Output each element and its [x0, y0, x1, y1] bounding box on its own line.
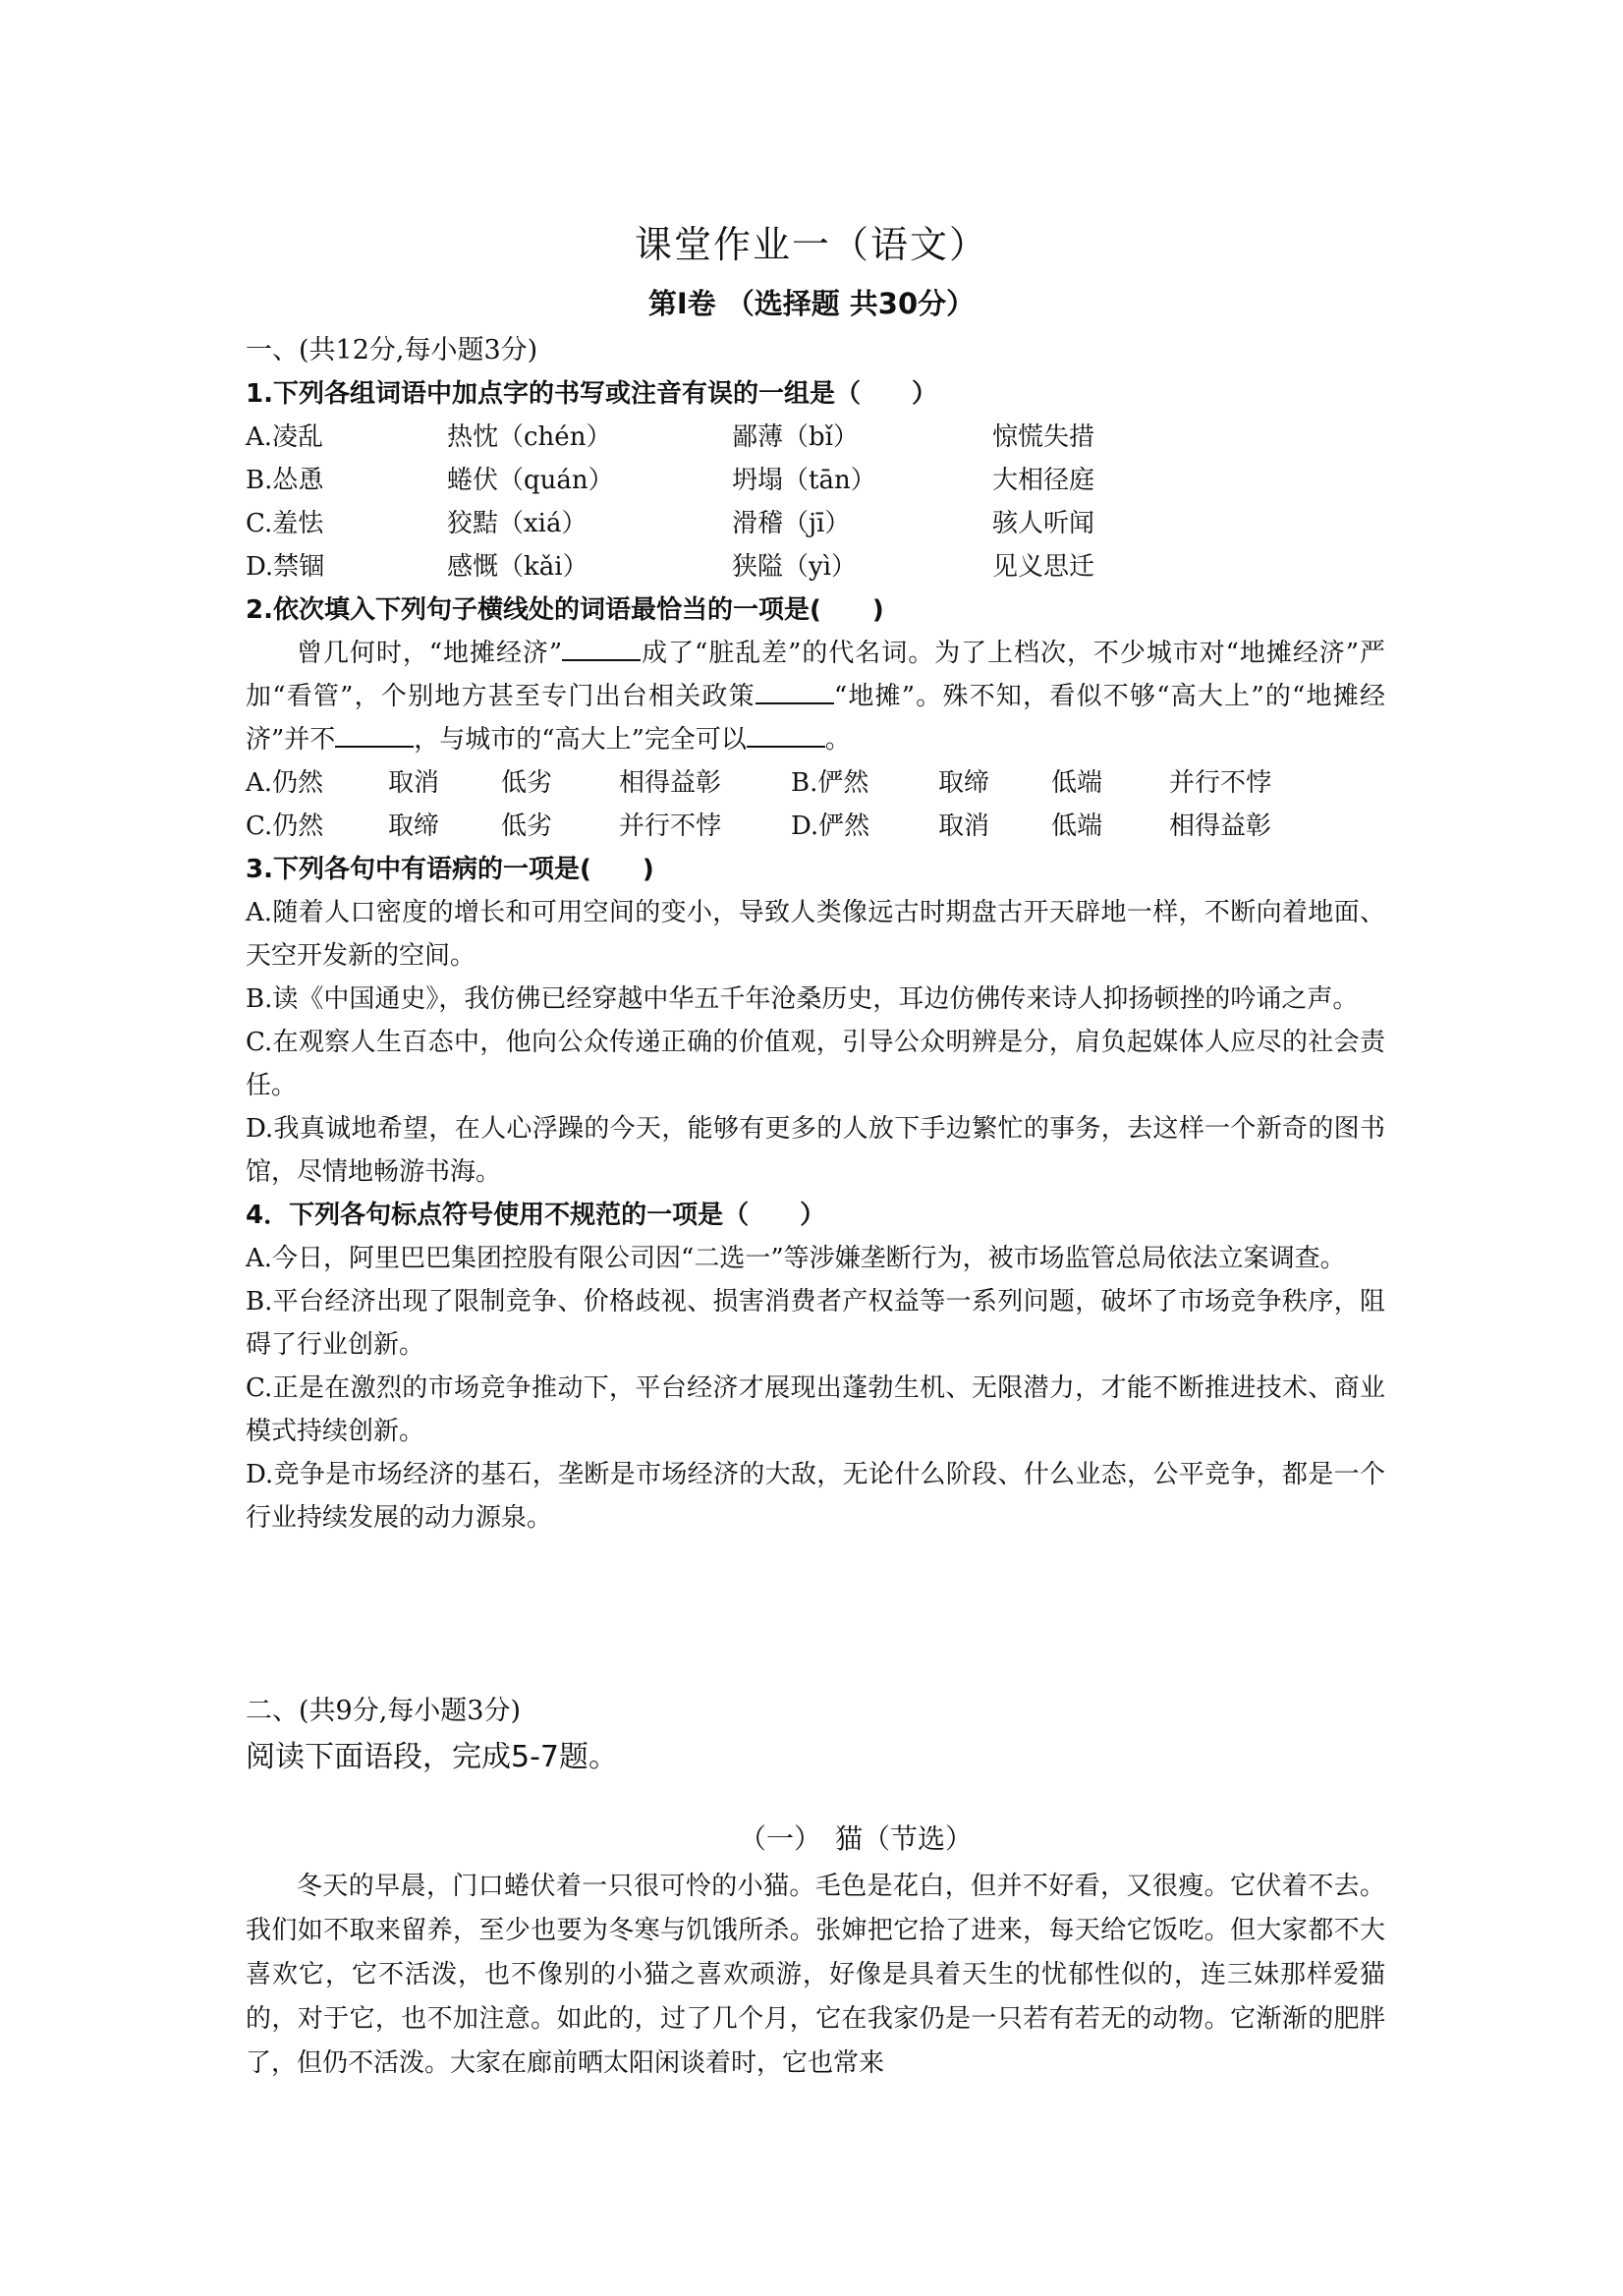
q2-option-d-2: 取消: [938, 812, 990, 841]
q1-option-b-word4: 大相径庭: [992, 466, 1095, 495]
q2-option-c-1: C.仍然: [246, 812, 324, 841]
q1-option-b-word1: B.怂恿: [246, 466, 324, 495]
q1-option-a-word1: A.凌乱: [246, 422, 324, 452]
q2-option-b-2: 取缔: [938, 768, 990, 798]
q3-option-b: B.读《中国通史》，我仿佛已经穿越中华五千年沧桑历史，耳边仿佛传来诗人抑扬顿挫的吟诵之声。: [246, 984, 1359, 1014]
q4-option-b: B.平台经济出现了限制竞争、价格歧视、损害消费者产权益等一系列问题，破坏了市场竞争秩序，阻碍了行业创新。: [246, 1287, 1385, 1360]
q1-option-a-word2: 热忱（chén）: [447, 422, 612, 452]
q3-stem: 3.下列各句中有语病的一项是( ): [246, 855, 654, 884]
q2-passage-part: 成了“脏乱差”的代名词。为了上档次，不少城市对“地摊经济”严加“看管”，个别地方甚至专门出台相关政策: [246, 639, 1386, 711]
q1-option-row: [246, 459, 1385, 502]
q4-option-d: D.竞争是市场经济的基石，垄断是市场经济的大敌，无论什么阶段、什么业态，公平竞争，都是一个行业持续发展的动力源泉。: [246, 1460, 1385, 1533]
q2-option-b-4: 并行不悖: [1169, 768, 1272, 798]
q2-option-row: [246, 805, 1385, 848]
q1-option-b-word3: 坍塌（tān）: [732, 466, 876, 495]
q1-option-row: [246, 545, 1385, 588]
q2-option-c-3: 低劣: [501, 812, 553, 841]
q1-option-c-word2: 狡黠（xiá）: [447, 509, 588, 538]
q2-blank-4: [747, 718, 825, 748]
q2-passage-part: 。: [824, 725, 851, 755]
q2-option-c-4: 并行不悖: [619, 812, 722, 841]
q2-option-a-4: 相得益彰: [619, 768, 722, 798]
story-title: （一） 猫（节选）: [738, 1822, 973, 1855]
q2-passage-part: ，与城市的“高大上”完全可以: [414, 725, 747, 755]
q1-option-a-word3: 鄙薄（bǐ）: [732, 422, 859, 452]
q3-option-c: C.在观察人生百态中，他向公众传递正确的价值观，引导公众明辨是分，肩负起媒体人应尽的社会责任。: [246, 1028, 1385, 1100]
section-1-heading: 一、(共12分,每小题3分): [246, 335, 538, 365]
q1-option-c-word4: 骇人听闻: [992, 509, 1095, 538]
story-text: 冬天的早晨，门口蜷伏着一只很可怜的小猫。毛色是花白，但并不好看，又很瘦。它伏着不去。我们如不取来留养，至少也要为冬寒与饥饿所杀。张婶把它拾了进来，每天给它饭吃。但大家都不大喜欢它，它不活泼，也不像别的小猫之喜欢顽游，好像是具着天生的忧郁性似的，连三妹那样爱猫的，对于它，也不加注意。如此的，过了几个月，它在我家仍是一只若有若无的动物。它渐渐的肥胖了，但仍不活泼。大家在廊前晒太阳闲谈着时，它也常来: [246, 1872, 1385, 2078]
q2-option-c-2: 取缔: [388, 812, 440, 841]
q1-option-d-word2: 感慨（kǎi）: [447, 552, 588, 582]
q2-option-a-3: 低劣: [501, 768, 553, 798]
q1-option-d-word4: 见义思迁: [992, 552, 1095, 582]
reading-instruction: 阅读下面语段，完成5-7题。: [246, 1740, 618, 1774]
q2-option-d-1: D.俨然: [791, 812, 870, 841]
q2-blank-1: [562, 632, 641, 661]
q1-option-b-word2: 蜷伏（quán）: [447, 466, 614, 495]
q4-option-a: A.今日，阿里巴巴集团控股有限公司因“二选一”等涉嫌垄断行为，被市场监管总局依法立案调查。: [246, 1244, 1346, 1273]
q2-stem: 2.依次填入下列句子横线处的词语最恰当的一项是( ): [246, 595, 884, 625]
q2-option-row: [246, 761, 1385, 805]
q2-option-a-1: A.仍然: [246, 768, 324, 798]
q2-blank-2: [756, 675, 834, 704]
section-1: [246, 329, 1385, 1540]
q1-option-c-word1: C.羞怯: [246, 509, 324, 538]
q2-passage: [246, 632, 1385, 761]
q1-option-row: [246, 416, 1385, 459]
q2-blank-3: [335, 718, 414, 748]
q3-option-a: A.随着人口密度的增长和可用空间的变小，导致人类像远古时期盘古开天辟地一样，不断向着地面、天空开发新的空间。: [246, 898, 1385, 971]
story-passage: [246, 1865, 1385, 2086]
page-title: 课堂作业一（语文）: [634, 223, 988, 266]
part-title: 第Ⅰ卷 （选择题 共30分）: [647, 287, 976, 320]
q2-passage-part: 曾几何时，“地摊经济”: [297, 639, 563, 668]
q2-option-b-3: 低端: [1051, 768, 1103, 798]
q4-option-c: C.正是在激烈的市场竞争推动下，平台经济才展现出蓬勃生机、无限潜力，才能不断推进技术、商业模式持续创新。: [246, 1373, 1385, 1446]
q1-option-row: [246, 502, 1385, 545]
section-2: [246, 1690, 1385, 1782]
q1-option-d-word3: 狭隘（yì）: [732, 552, 858, 582]
q4-stem: 4．下列各句标点符号使用不规范的一项是（ ）: [246, 1201, 826, 1230]
q2-option-b-1: B.俨然: [791, 768, 869, 798]
q3-option-d: D.我真诚地希望，在人心浮躁的今天，能够有更多的人放下手边繁忙的事务，去这样一个新奇的图书馆，尽情地畅游书海。: [246, 1114, 1385, 1187]
q1-option-a-word4: 惊慌失措: [992, 422, 1095, 452]
q2-option-d-4: 相得益彰: [1169, 812, 1272, 841]
q1-option-c-word3: 滑稽（jī）: [732, 509, 851, 538]
q1-stem: 1.下列各组词语中加点字的书写或注音有误的一组是（ ）: [246, 379, 937, 409]
q2-option-a-2: 取消: [388, 768, 440, 798]
section-2-heading: 二、(共9分,每小题3分): [246, 1696, 522, 1726]
q1-option-d-word1: D.禁锢: [246, 552, 325, 582]
q2-passage-part: “地摊”。殊不知，看似不够“高大上”的“地摊经济”并不: [246, 682, 1385, 755]
q2-option-d-3: 低端: [1051, 812, 1103, 841]
